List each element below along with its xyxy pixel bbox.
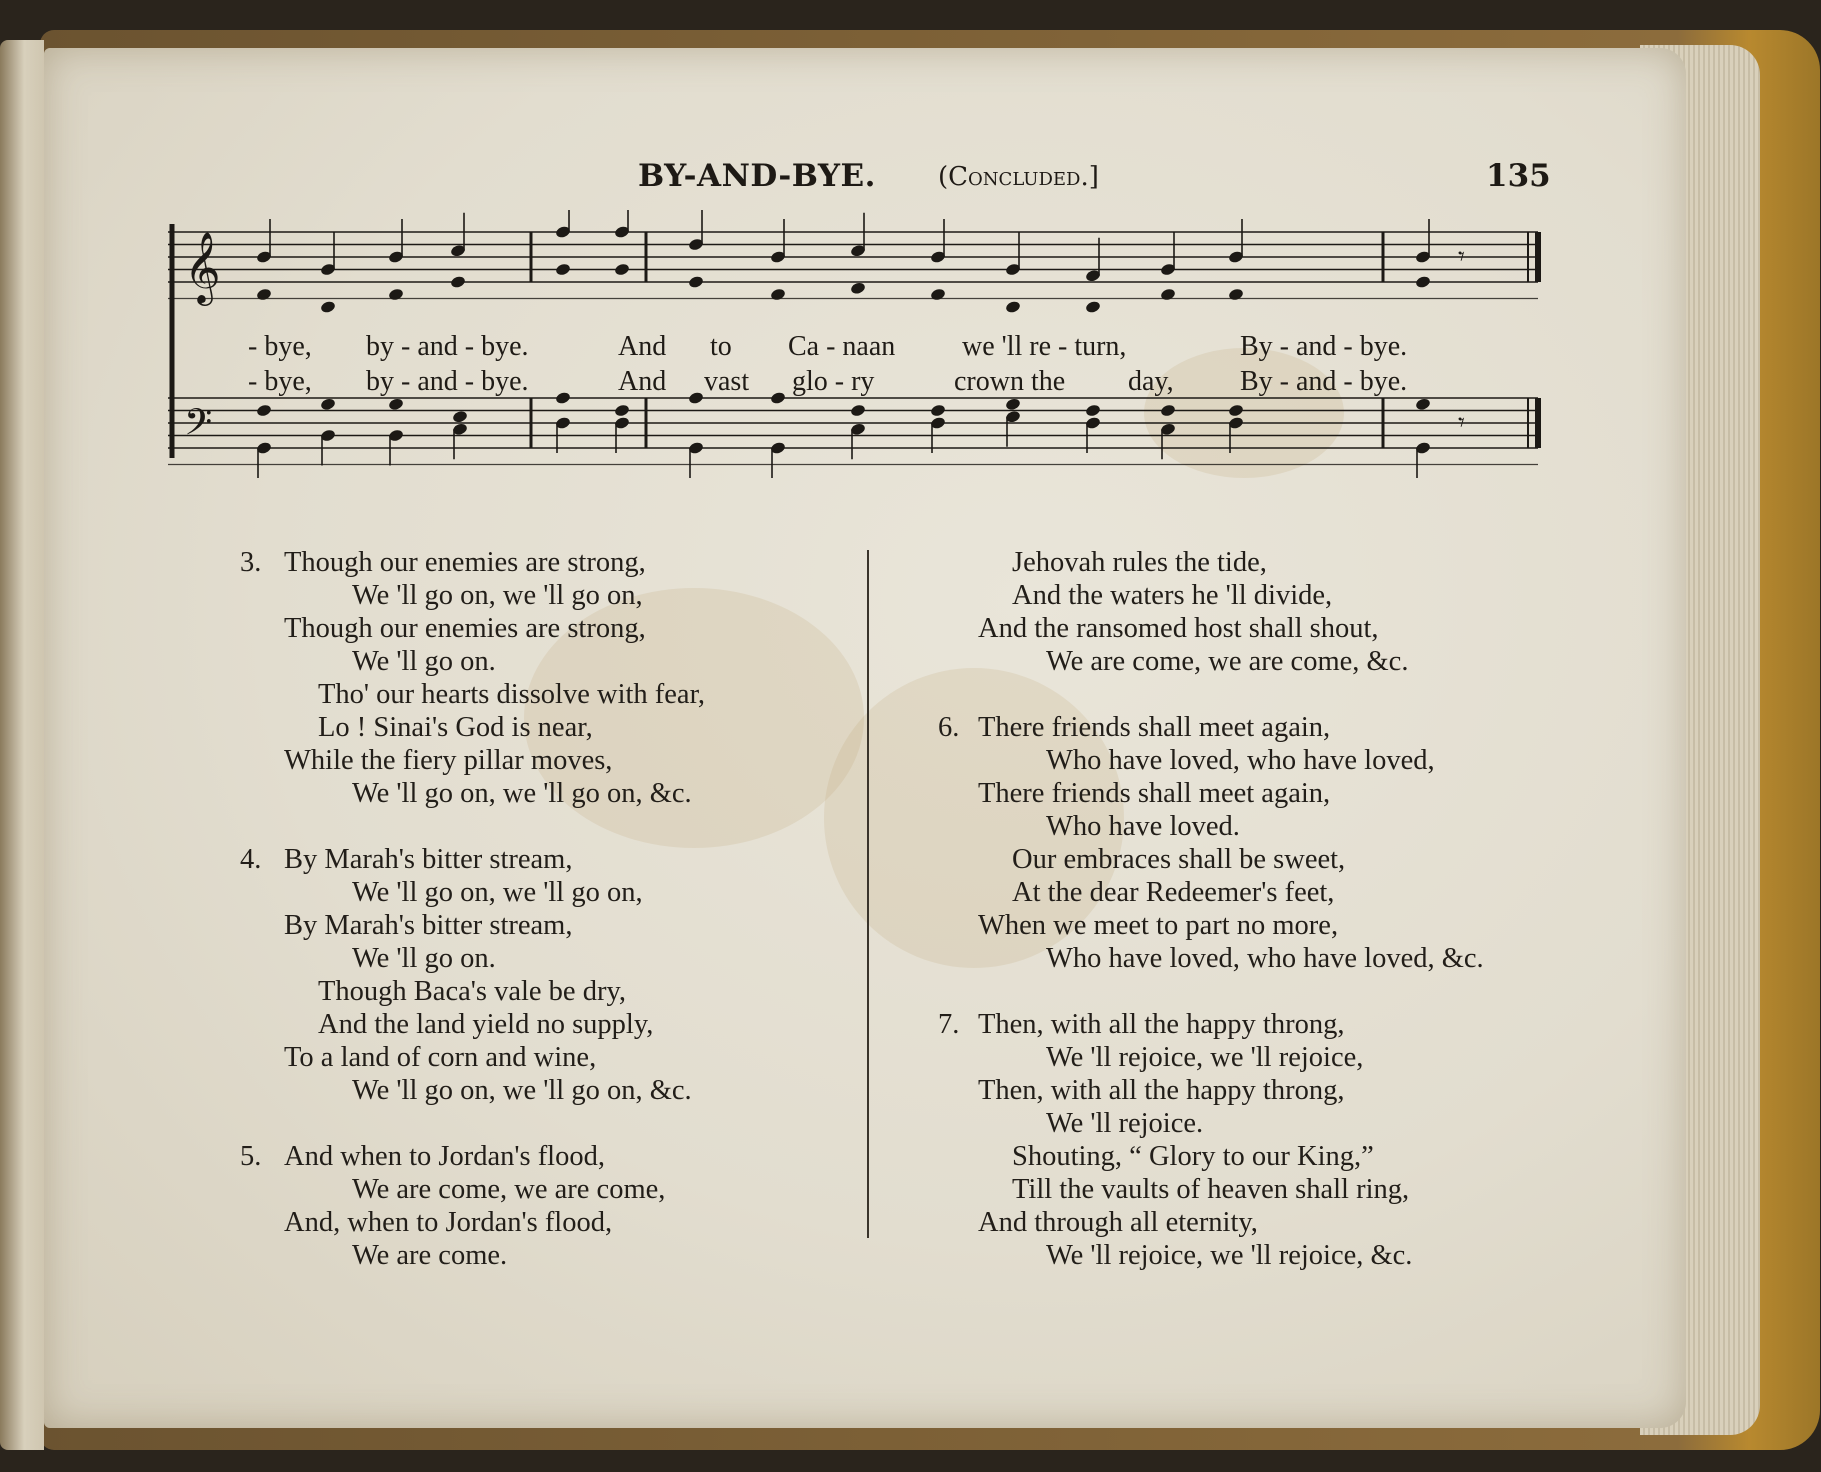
verse-line: We 'll go on. [352, 943, 496, 974]
verse-line: To a land of corn and wine, [284, 1042, 597, 1073]
hymn-title: BY-AND-BYE. [638, 158, 876, 194]
verse-number: 5. [240, 1141, 262, 1172]
verse-line: Tho' our hearts dissolve with fear, [318, 679, 706, 710]
lyric-syllable: day, [1128, 366, 1174, 397]
verse-line: We 'll go on, we 'll go on, &c. [352, 778, 692, 809]
verse-line: Then, with all the happy throng, [978, 1009, 1345, 1040]
verse-line: Till the vaults of heaven shall ring, [1012, 1174, 1410, 1205]
verse-number: 7. [938, 1009, 960, 1040]
lyric-syllable: crown the [954, 366, 1066, 397]
verse-line: We 'll go on. [352, 646, 496, 677]
lyric-syllable: And [618, 331, 667, 362]
verse-number: 4. [240, 844, 262, 875]
lyric-syllable: we 'll re - turn, [962, 331, 1127, 362]
verse-line: Our embraces shall be sweet, [1012, 844, 1346, 875]
verse-line: By Marah's bitter stream, [284, 844, 573, 875]
lyric-syllable: by - and - bye. [366, 366, 529, 397]
verse-line: Then, with all the happy throng, [978, 1075, 1345, 1106]
verse-line: We 'll go on, we 'll go on, [352, 877, 643, 908]
verse-line: We are come, we are come, &c. [1046, 646, 1409, 677]
verse-line: We are come, we are come, [352, 1174, 666, 1205]
rest-icon: 𝄾 [1458, 408, 1465, 438]
lyric-syllable: Ca - naan [788, 331, 896, 362]
verse-line: There friends shall meet again, [978, 778, 1331, 809]
treble-clef-icon: 𝄞 [184, 230, 221, 303]
verse-line: We 'll rejoice. [1046, 1108, 1204, 1139]
verse-line: We 'll go on, we 'll go on, &c. [352, 1075, 692, 1106]
verse-line: Though Baca's vale be dry, [318, 976, 626, 1007]
verse-line: We 'll rejoice, we 'll rejoice, &c. [1046, 1240, 1413, 1271]
verse-line: At the dear Redeemer's feet, [1012, 877, 1335, 908]
verse-line: We are come. [352, 1240, 508, 1271]
lyric-syllable: - bye, [248, 331, 312, 362]
lyric-syllable: glo - ry [792, 366, 875, 397]
lyric-syllable: And [618, 366, 667, 397]
verse-line: By Marah's bitter stream, [284, 910, 573, 941]
verse-line: And the land yield no supply, [318, 1009, 654, 1040]
verse-number: 3. [240, 547, 262, 578]
lyric-syllable: by - and - bye. [366, 331, 529, 362]
verse-line: And when to Jordan's flood, [284, 1141, 605, 1172]
verse-line: Though our enemies are strong, [284, 613, 646, 644]
lyric-syllable: By - and - bye. [1240, 366, 1408, 397]
lyric-syllable: to [710, 331, 732, 362]
bass-clef-icon: 𝄢 [184, 401, 213, 453]
verse-line: Lo ! Sinai's God is near, [318, 712, 593, 743]
verse-line: When we meet to part no more, [978, 910, 1339, 941]
verse-line: Shouting, “ Glory to our King,” [1012, 1141, 1374, 1172]
verse-line: Jehovah rules the tide, [1012, 547, 1267, 578]
verse-line: Who have loved. [1046, 811, 1240, 842]
lyric-syllable: vast [704, 366, 750, 397]
verse-line: While the fiery pillar moves, [284, 745, 613, 776]
verse-line: And the ransomed host shall shout, [978, 613, 1379, 644]
verse-line: And the waters he 'll divide, [1012, 580, 1333, 611]
rest-icon: 𝄾 [1458, 242, 1465, 272]
verse-line: We 'll rejoice, we 'll rejoice, [1046, 1042, 1364, 1073]
lyric-syllable: - bye, [248, 366, 312, 397]
lyric-syllable: By - and - bye. [1240, 331, 1408, 362]
verse-line: And, when to Jordan's flood, [284, 1207, 613, 1238]
verse-line: There friends shall meet again, [978, 712, 1331, 743]
hymn-subtitle: (Concluded.] [938, 162, 1099, 192]
verse-line: And through all eternity, [978, 1207, 1258, 1238]
verse-line: Who have loved, who have loved, &c. [1046, 943, 1484, 974]
verse-line: Who have loved, who have loved, [1046, 745, 1435, 776]
verse-number: 6. [938, 712, 960, 743]
page-number: 135 [1486, 158, 1551, 194]
verse-line: Though our enemies are strong, [284, 547, 646, 578]
verse-line: We 'll go on, we 'll go on, [352, 580, 643, 611]
